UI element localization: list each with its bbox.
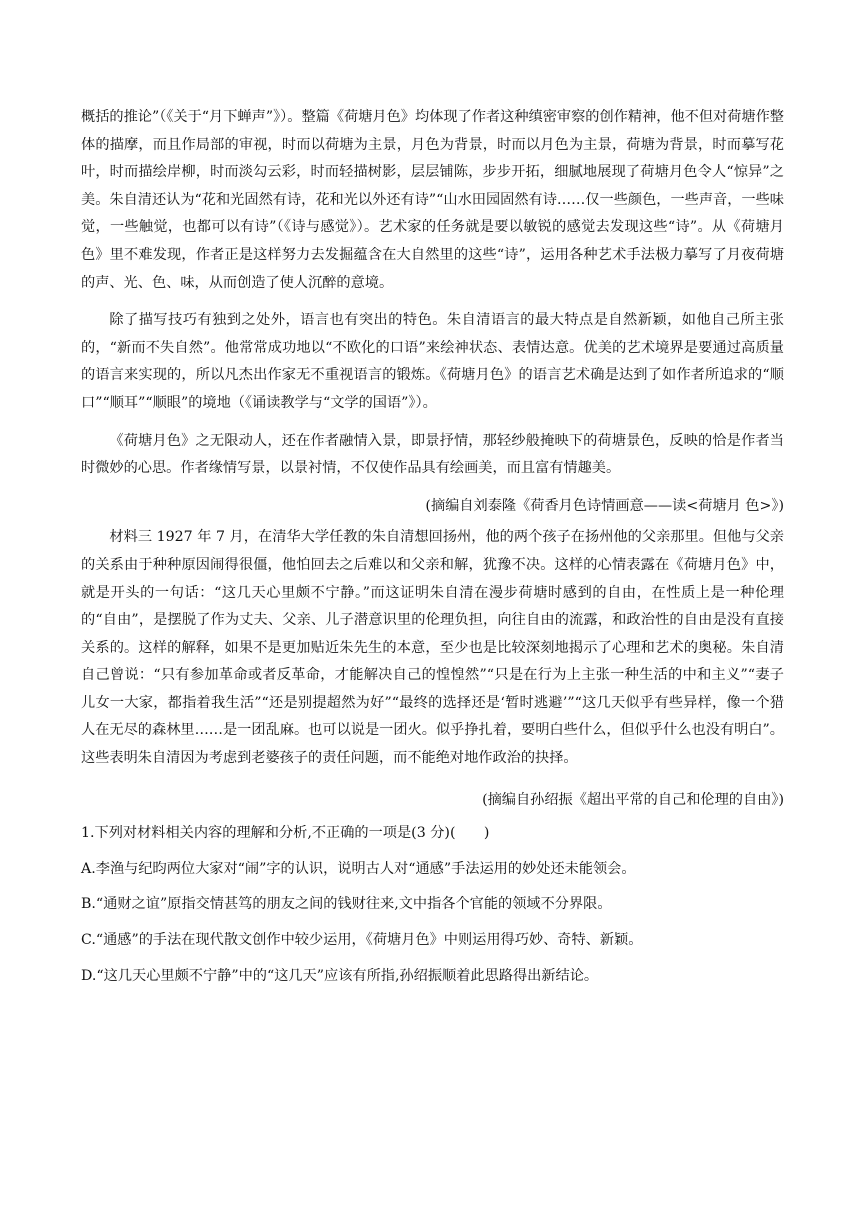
paragraph-2: 除了描写技巧有独到之处外，语言也有突出的特色。朱自清语言的最大特点是自然新颖，如他自己所主张的，“新而不失自然”。他常常成功地以“不欧化的口语”来绘神状态、表情达意。优美的艺术境界是要通过高质量的语言来实现的，所以凡杰出作家无不重视语言的锻炼。《荷塘月色》的语言艺术确是达到了如作者所追求的“顺口”“顺耳”“顺眼”的境地（《诵读教学与“文学的国语”》）。 [81, 312, 784, 411]
option-b: B.“通财之谊”原指交情甚笃的朋友之间的钱财往来,文中指各个官能的领域不分界限。 [81, 896, 612, 913]
paragraph-3: 《荷塘月色》之无限动人，还在作者融情入景，即景抒情，那轻纱般掩映下的荷塘景色，反映的恰是作者当时微妙的心思。作者缘情写景，以景衬情，不仅使作品具有绘画美，而且富有情趣美。 [81, 432, 784, 477]
paragraph-1: 概括的推论”（《关于“月下蝉声”》）。整篇《荷塘月色》均体现了作者这种缜密审察的创作精神，他不但对荷塘作整体的描摩，而且作局部的审视，时而以荷塘为主景，月色为背景，时而以月色为主景，荷塘为背景，时而摹写花叶，时而描绘岸柳，时而淡勾云彩，时而轻描树影，层层铺陈，步步开拓，细腻地展现了荷塘月色令人“惊异”之美。朱自清还认为“花和光固然有诗，花和光以外还有诗”“山水田园固然有诗……仅一些颜色，一些声音，一些味觉，一些触觉，也都可以有诗”（《诗与感觉》）。艺术家的任务就是要以敏锐的感觉去发现这些“诗”。从《荷塘月色》里不难发现，作者正是这样努力去发掘蕴含在大自然里的这些“诗”，运用各种艺术手法极力摹写了月夜荷塘的声、光、色、味，从而创造了使人沉醉的意境。 [81, 109, 784, 291]
paragraph-material-3: 材料三 1927 年 7 月，在清华大学任教的朱自清想回扬州，他的两个孩子在扬州他的父亲那里。但他与父亲的关系由于种种原因闹得很僵，他怕回去之后难以和父亲和解，犹豫不决。这样的心情表露在《荷塘月色》中，就是开头的一句话：“这几天心里颇不宁静。”而这证明朱自清在漫步荷塘时感到的自由，在性质上是一种伦理的“自由”，是摆脱了作为丈夫、父亲、儿子潜意识里的伦理负担，向往自由的流露，和政治性的自由是没有直接关系的。这样的解释，如果不是更加贴近朱先生的本意，至少也是比较深刻地揭示了心理和艺术的奥秘。朱自清自己曾说：“只有参加革命或者反革命，才能解决自己的惶惶然”“只是在行为上主张一种生活的中和主义”“妻子儿女一大家，都指着我生活”“还是别提超然为好”“最终的选择还是‘暂时逃避’”“这几天似乎有些异样，像一个猎人在无尽的森林里……是一团乱麻。也可以说是一团火。似乎挣扎着，要明白些什么，但似乎什么也没有明白”。这些表明朱自清因为考虑到老婆孩子的责任问题，而不能绝对地作政治的抉择。 [81, 529, 784, 767]
option-c: C.“通感”的手法在现代散文创作中较少运用，《荷塘月色》中则运用得巧妙、奇特、新颖。 [81, 932, 643, 949]
question-stem: 1.下列对材料相关内容的理解和分析,不正确的一项是(3 分)( ) [81, 825, 490, 842]
source-citation-2: (摘编自孙绍振《超出平常的自己和伦理的自由》) [482, 791, 784, 808]
option-d: D.“这几天心里颇不宁静”中的“这几天”应该有所指,孙绍振顺着此思路得出新结论。 [81, 967, 599, 984]
source-citation-1: (摘编自刘泰隆《荷香月色诗情画意——读<荷塘月 色>》) [425, 497, 784, 514]
option-a: A.李渔与纪昀两位大家对“闹”字的认识，说明古人对“通感”手法运用的妙处还未能领会。 [81, 860, 636, 877]
